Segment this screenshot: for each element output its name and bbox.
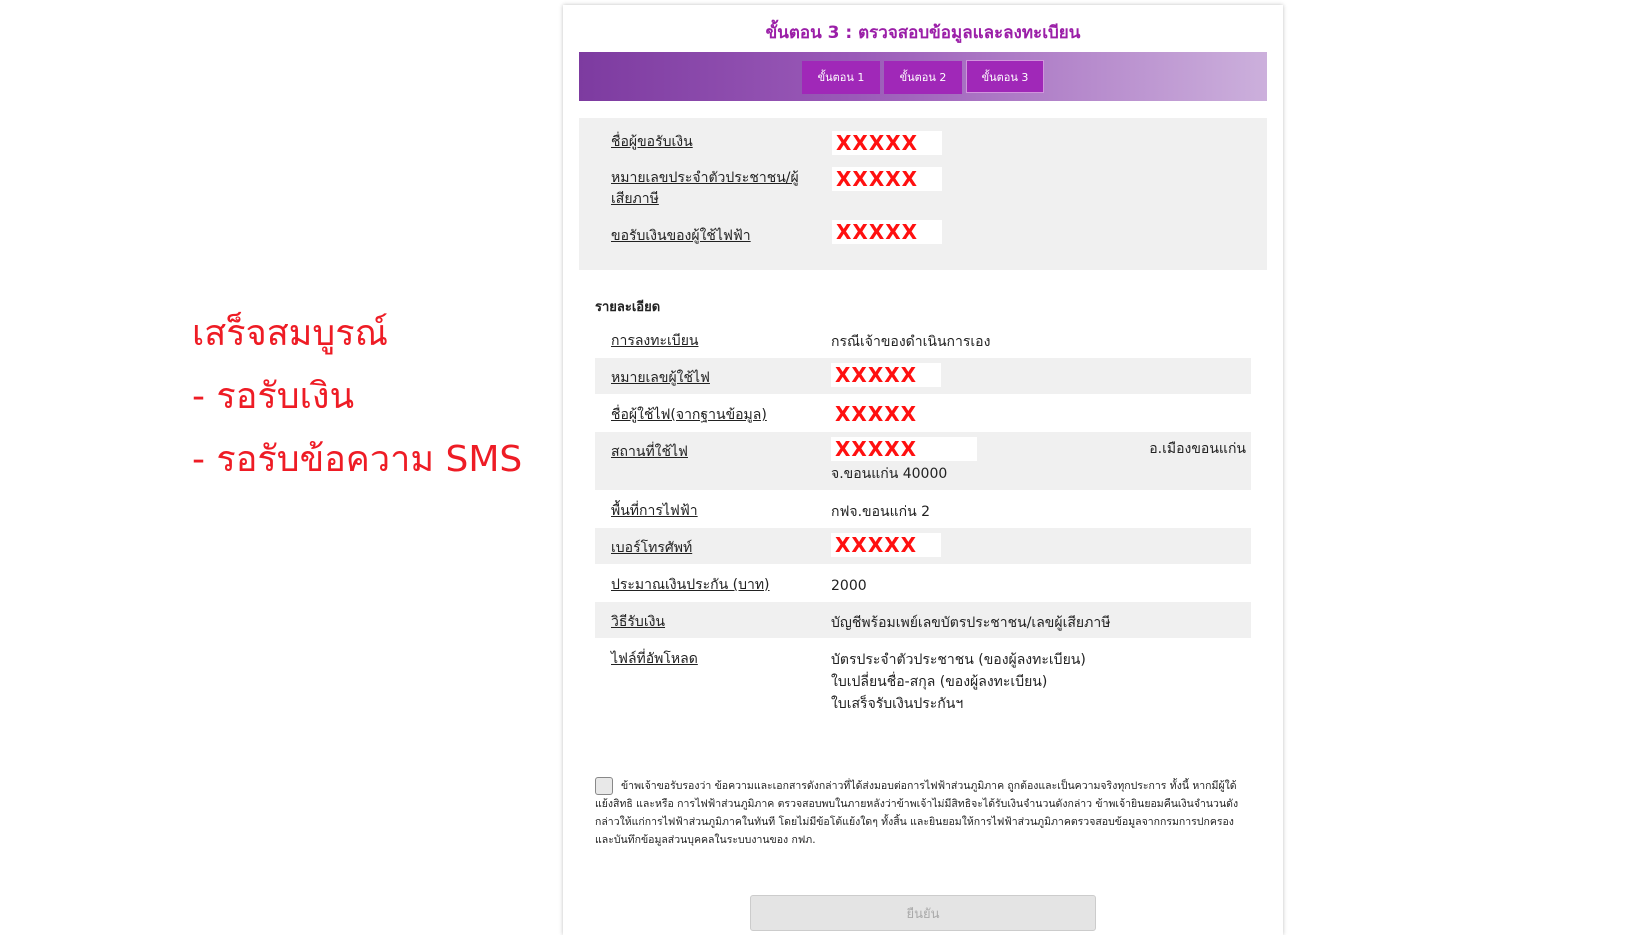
location-label: สถานที่ใช้ไฟ (611, 444, 688, 460)
annotation-line-wait-sms: - รอรับข้อความ SMS (192, 439, 523, 480)
detail-row-method (595, 602, 1251, 638)
deposit-value: 2000 (831, 578, 867, 594)
step-1-button[interactable]: ขั้นตอน 1 (802, 61, 880, 94)
consent-section (595, 777, 1251, 849)
completion-annotation (192, 302, 522, 491)
detail-row-phone (595, 528, 1251, 564)
location-province: จ.ขอนแก่น 40000 (831, 466, 948, 482)
step-3-button[interactable]: ขั้นตอน 3 (966, 60, 1044, 93)
method-label: วิธีรับเงิน (611, 614, 666, 630)
phone-label: เบอร์โทรศัพท์ (611, 540, 693, 556)
registration-panel (563, 5, 1283, 935)
owner-value: XXXXX (832, 220, 942, 244)
owner-label: ขอรับเงินของผู้ใช้ไฟฟ้า (611, 228, 751, 244)
uploaded-file-name-change: ใบเปลี่ยนชื่อ-สกุล (ของผู้ลงทะเบียน) (831, 674, 1048, 690)
deposit-label: ประมาณเงินประกัน (บาท) (611, 577, 770, 593)
detail-row-files (595, 639, 1251, 717)
detail-row-registration (595, 321, 1251, 357)
details-section-title: รายละเอียด (595, 300, 661, 315)
applicant-name-value: XXXXX (832, 131, 942, 155)
confirm-button[interactable]: ยืนยัน (750, 895, 1096, 931)
detail-row-user (595, 395, 1251, 431)
files-label: ไฟล์ที่อัพโหลด (611, 651, 698, 667)
meter-value: XXXXX (831, 363, 941, 387)
uploaded-file-receipt: ใบเสร็จรับเงินประกันฯ (831, 696, 964, 712)
uploaded-file-id-card: บัตรประจำตัวประชาชน (ของผู้ลงทะเบียน) (831, 652, 1086, 668)
applicant-name-label: ชื่อผู้ขอรับเงิน (611, 134, 693, 150)
consent-text: ข้าพเจ้าขอรับรองว่า ข้อความและเอกสารดังกล่าวที่ได้ส่งมอบต่อการไฟฟ้าส่วนภูมิภาค ถูกต้องและเป็นความจริงทุกประการ ทั้งนี้ หากมีผู้ใด้แย้งสิทธิ และหรือ การไฟฟ้าส่วนภูมิภาค ตรวจสอบพบในภายหลังว่าข้าพเจ้าไม่มีสิทธิจะได้รับเงินจำนวนดังกล่าว ข้าพเจ้ายินยอมคืนเงินจำนวนดังกล่าวให้แก่การไฟฟ้าส่วนภูมิภาคในทันที โดยไม่มีข้อโต้แย้งใดๆ ทั้งสิ้น และยินยอมให้การไฟฟ้าส่วนภูมิภาคตรวจสอบข้อมูลจากกรมการปกครองและบันทึกข้อมูลส่วนบุคคลในระบบงานของ กฟภ. (595, 780, 1239, 846)
location-district: อ.เมืองขอนแก่น (1149, 441, 1246, 457)
meter-label: หมายเลขผู้ใช้ไฟ (611, 370, 710, 386)
applicant-summary (579, 118, 1267, 270)
annotation-line-wait-money: - รอรับเงิน (192, 376, 355, 417)
user-value: XXXXX (835, 402, 918, 426)
method-value: บัญชีพร้อมเพย์เลขบัตรประชาชน/เลขผู้เสียภาษี (831, 615, 1111, 631)
phone-value: XXXXX (831, 533, 941, 557)
registration-label: การลงทะเบียน (611, 333, 699, 349)
user-label: ชื่อผู้ใช้ไฟ(จากฐานข้อมูล) (611, 407, 767, 423)
area-label: พื้นที่การไฟฟ้า (611, 503, 698, 519)
registration-value: กรณีเจ้าของดำเนินการเอง (831, 334, 991, 350)
consent-checkbox[interactable] (595, 777, 613, 795)
location-redacted: XXXXX (831, 437, 977, 461)
detail-row-deposit (595, 565, 1251, 601)
step-2-button[interactable]: ขั้นตอน 2 (884, 61, 962, 94)
area-value: กฟจ.ขอนแก่น 2 (831, 504, 931, 520)
step-navigation (579, 52, 1267, 101)
detail-row-area (595, 491, 1251, 527)
page-title: ขั้นตอน 3 : ตรวจสอบข้อมูลและลงทะเบียน (765, 23, 1081, 43)
applicant-id-value: XXXXX (832, 167, 942, 191)
applicant-id-label: หมายเลขประจำตัวประชาชน/ผู้เสียภาษี (611, 170, 799, 207)
detail-row-location (595, 432, 1251, 490)
detail-row-meter (595, 358, 1251, 394)
annotation-line-complete: เสร็จสมบูรณ์ (192, 313, 388, 354)
